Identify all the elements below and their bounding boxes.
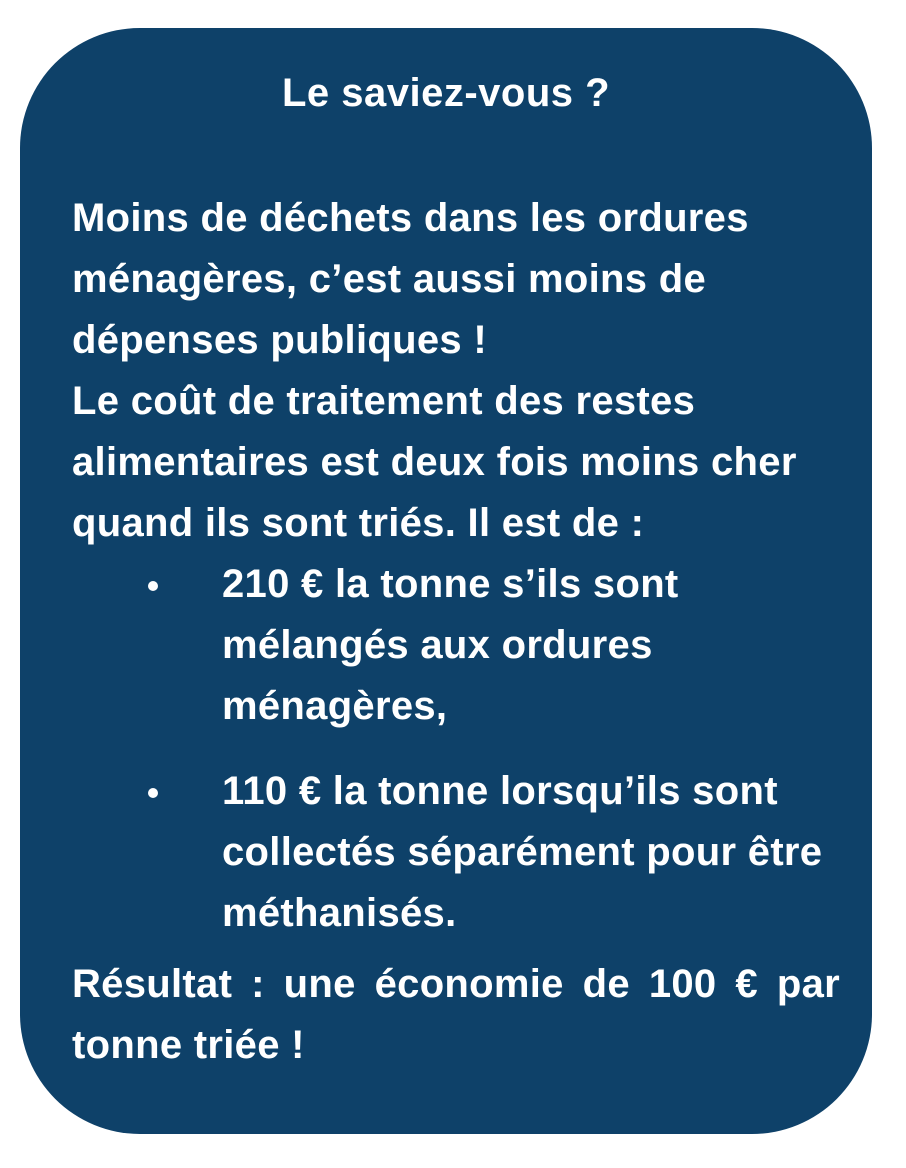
list-item-text: 210 € la tonne s’ils sont mélangés aux ordures ménagères,: [222, 562, 679, 728]
intro-paragraph: Moins de déchets dans les ordures ménagères, c’est aussi moins de dépenses publiques !: [72, 196, 749, 362]
list-item: [72, 761, 842, 944]
cost-paragraph: Le coût de traitement des restes alimentaires est deux fois moins cher quand ils sont triés. Il est de :: [72, 379, 797, 545]
card-title: Le saviez-vous ?: [281, 71, 611, 115]
bullet-icon: [148, 788, 158, 798]
result-paragraph: Résultat : une économie de 100 € par tonne triée !: [72, 962, 840, 1067]
info-card: [20, 28, 872, 1134]
card-body: [72, 188, 852, 1076]
bullet-icon: [148, 581, 158, 591]
cost-list: [72, 554, 852, 944]
list-item-text: 110 € la tonne lorsqu’ils sont collectés séparément pour être méthanisés.: [222, 769, 823, 935]
list-item: [72, 554, 842, 737]
